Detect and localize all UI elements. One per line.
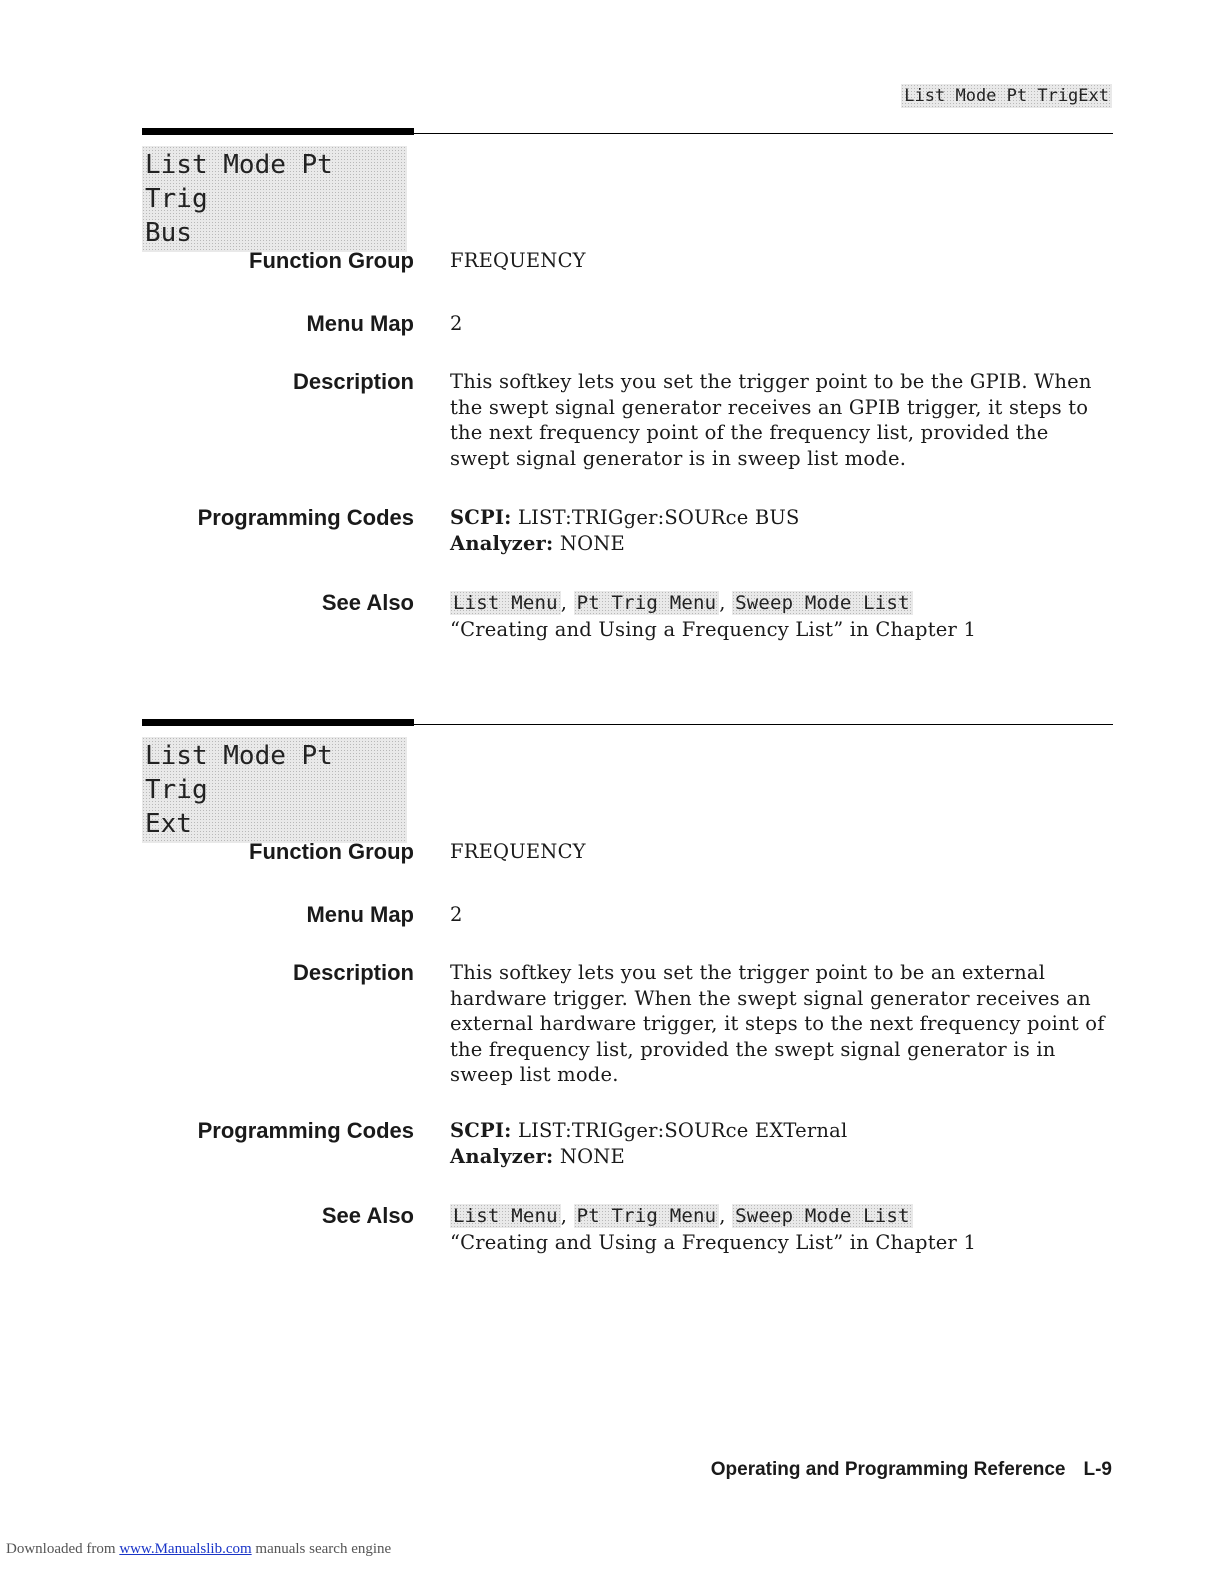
see-also-reference: “Creating and Using a Frequency List” in Chapter 1 xyxy=(450,1230,977,1254)
see-also xyxy=(450,1203,1114,1255)
programming-codes xyxy=(450,505,1114,556)
analyzer-value: NONE xyxy=(559,531,625,555)
scpi-command: LIST:TRIGger:SOURce BUS xyxy=(518,506,800,529)
menu-map-value: 2 xyxy=(450,312,463,335)
running-head: List Mode Pt TrigExt xyxy=(901,84,1112,108)
footer-title: Operating and Programming Reference xyxy=(710,1459,1066,1480)
scpi-command: LIST:TRIGger:SOURce EXTernal xyxy=(518,1119,848,1142)
analyzer-value: NONE xyxy=(559,1144,625,1168)
section-rule-thin xyxy=(414,724,1113,725)
scpi-label: SCPI: xyxy=(450,506,512,529)
see-also-separator: , xyxy=(560,1204,568,1227)
description-text: This softkey lets you set the trigger point to be an external hardware trigger. When the swept signal generator receives an external hardware trigger, it steps to the next frequency point of the frequency list, provided the swept signal generator is in sweep list mode. xyxy=(450,961,1105,1087)
download-prefix: Downloaded from xyxy=(6,1541,116,1557)
see-also-key-list-menu[interactable]: List Menu xyxy=(450,1204,561,1228)
see-also-key-list-menu[interactable]: List Menu xyxy=(450,591,561,615)
section-rule-thick xyxy=(142,128,414,135)
function-group-label: Function Group xyxy=(249,248,414,273)
see-also-separator: , xyxy=(719,591,726,614)
function-group-value: FREQUENCY xyxy=(450,249,586,272)
entry-title-key: List Mode Pt Trig Ext xyxy=(142,737,407,843)
page-footer xyxy=(711,1459,1112,1481)
menu-map-label: Menu Map xyxy=(306,311,414,336)
see-also-label: See Also xyxy=(321,1203,414,1228)
description-label: Description xyxy=(292,960,414,985)
section-rule-thick xyxy=(142,719,414,726)
page-number: L-9 xyxy=(1083,1459,1112,1480)
see-also-separator: , xyxy=(560,591,568,614)
download-suffix: manuals search engine xyxy=(255,1541,392,1557)
download-note xyxy=(6,1541,391,1558)
function-group-value: FREQUENCY xyxy=(450,840,586,863)
description-text: This softkey lets you set the trigger point to be the GPIB. When the swept signal generator receives an GPIB trigger, it steps to the next frequency point of the frequency list, provided the swept signal generator is in sweep list mode. xyxy=(450,370,1092,470)
see-also-key-sweep-mode-list[interactable]: Sweep Mode List xyxy=(732,591,913,615)
analyzer-label: Analyzer: xyxy=(450,531,554,555)
analyzer-label: Analyzer: xyxy=(450,1144,554,1168)
manualslib-link[interactable]: www.Manualslib.com xyxy=(119,1541,252,1557)
programming-codes-label: Programming Codes xyxy=(197,1118,414,1143)
section-rule-thin xyxy=(414,133,1113,134)
function-group-label: Function Group xyxy=(249,839,414,864)
menu-map-value: 2 xyxy=(450,903,463,926)
see-also-separator: , xyxy=(719,1204,726,1227)
scpi-label: SCPI: xyxy=(450,1119,512,1142)
see-also xyxy=(450,590,1114,642)
see-also-key-pt-trig-menu[interactable]: Pt Trig Menu xyxy=(574,591,720,615)
entry-title-key: List Mode Pt Trig Bus xyxy=(142,146,407,252)
description-label: Description xyxy=(292,369,414,394)
see-also-label: See Also xyxy=(321,590,414,615)
menu-map-label: Menu Map xyxy=(306,902,414,927)
see-also-key-sweep-mode-list[interactable]: Sweep Mode List xyxy=(732,1204,913,1228)
programming-codes-label: Programming Codes xyxy=(197,505,414,530)
see-also-reference: “Creating and Using a Frequency List” in Chapter 1 xyxy=(450,617,977,641)
programming-codes xyxy=(450,1118,1114,1169)
see-also-key-pt-trig-menu[interactable]: Pt Trig Menu xyxy=(574,1204,720,1228)
